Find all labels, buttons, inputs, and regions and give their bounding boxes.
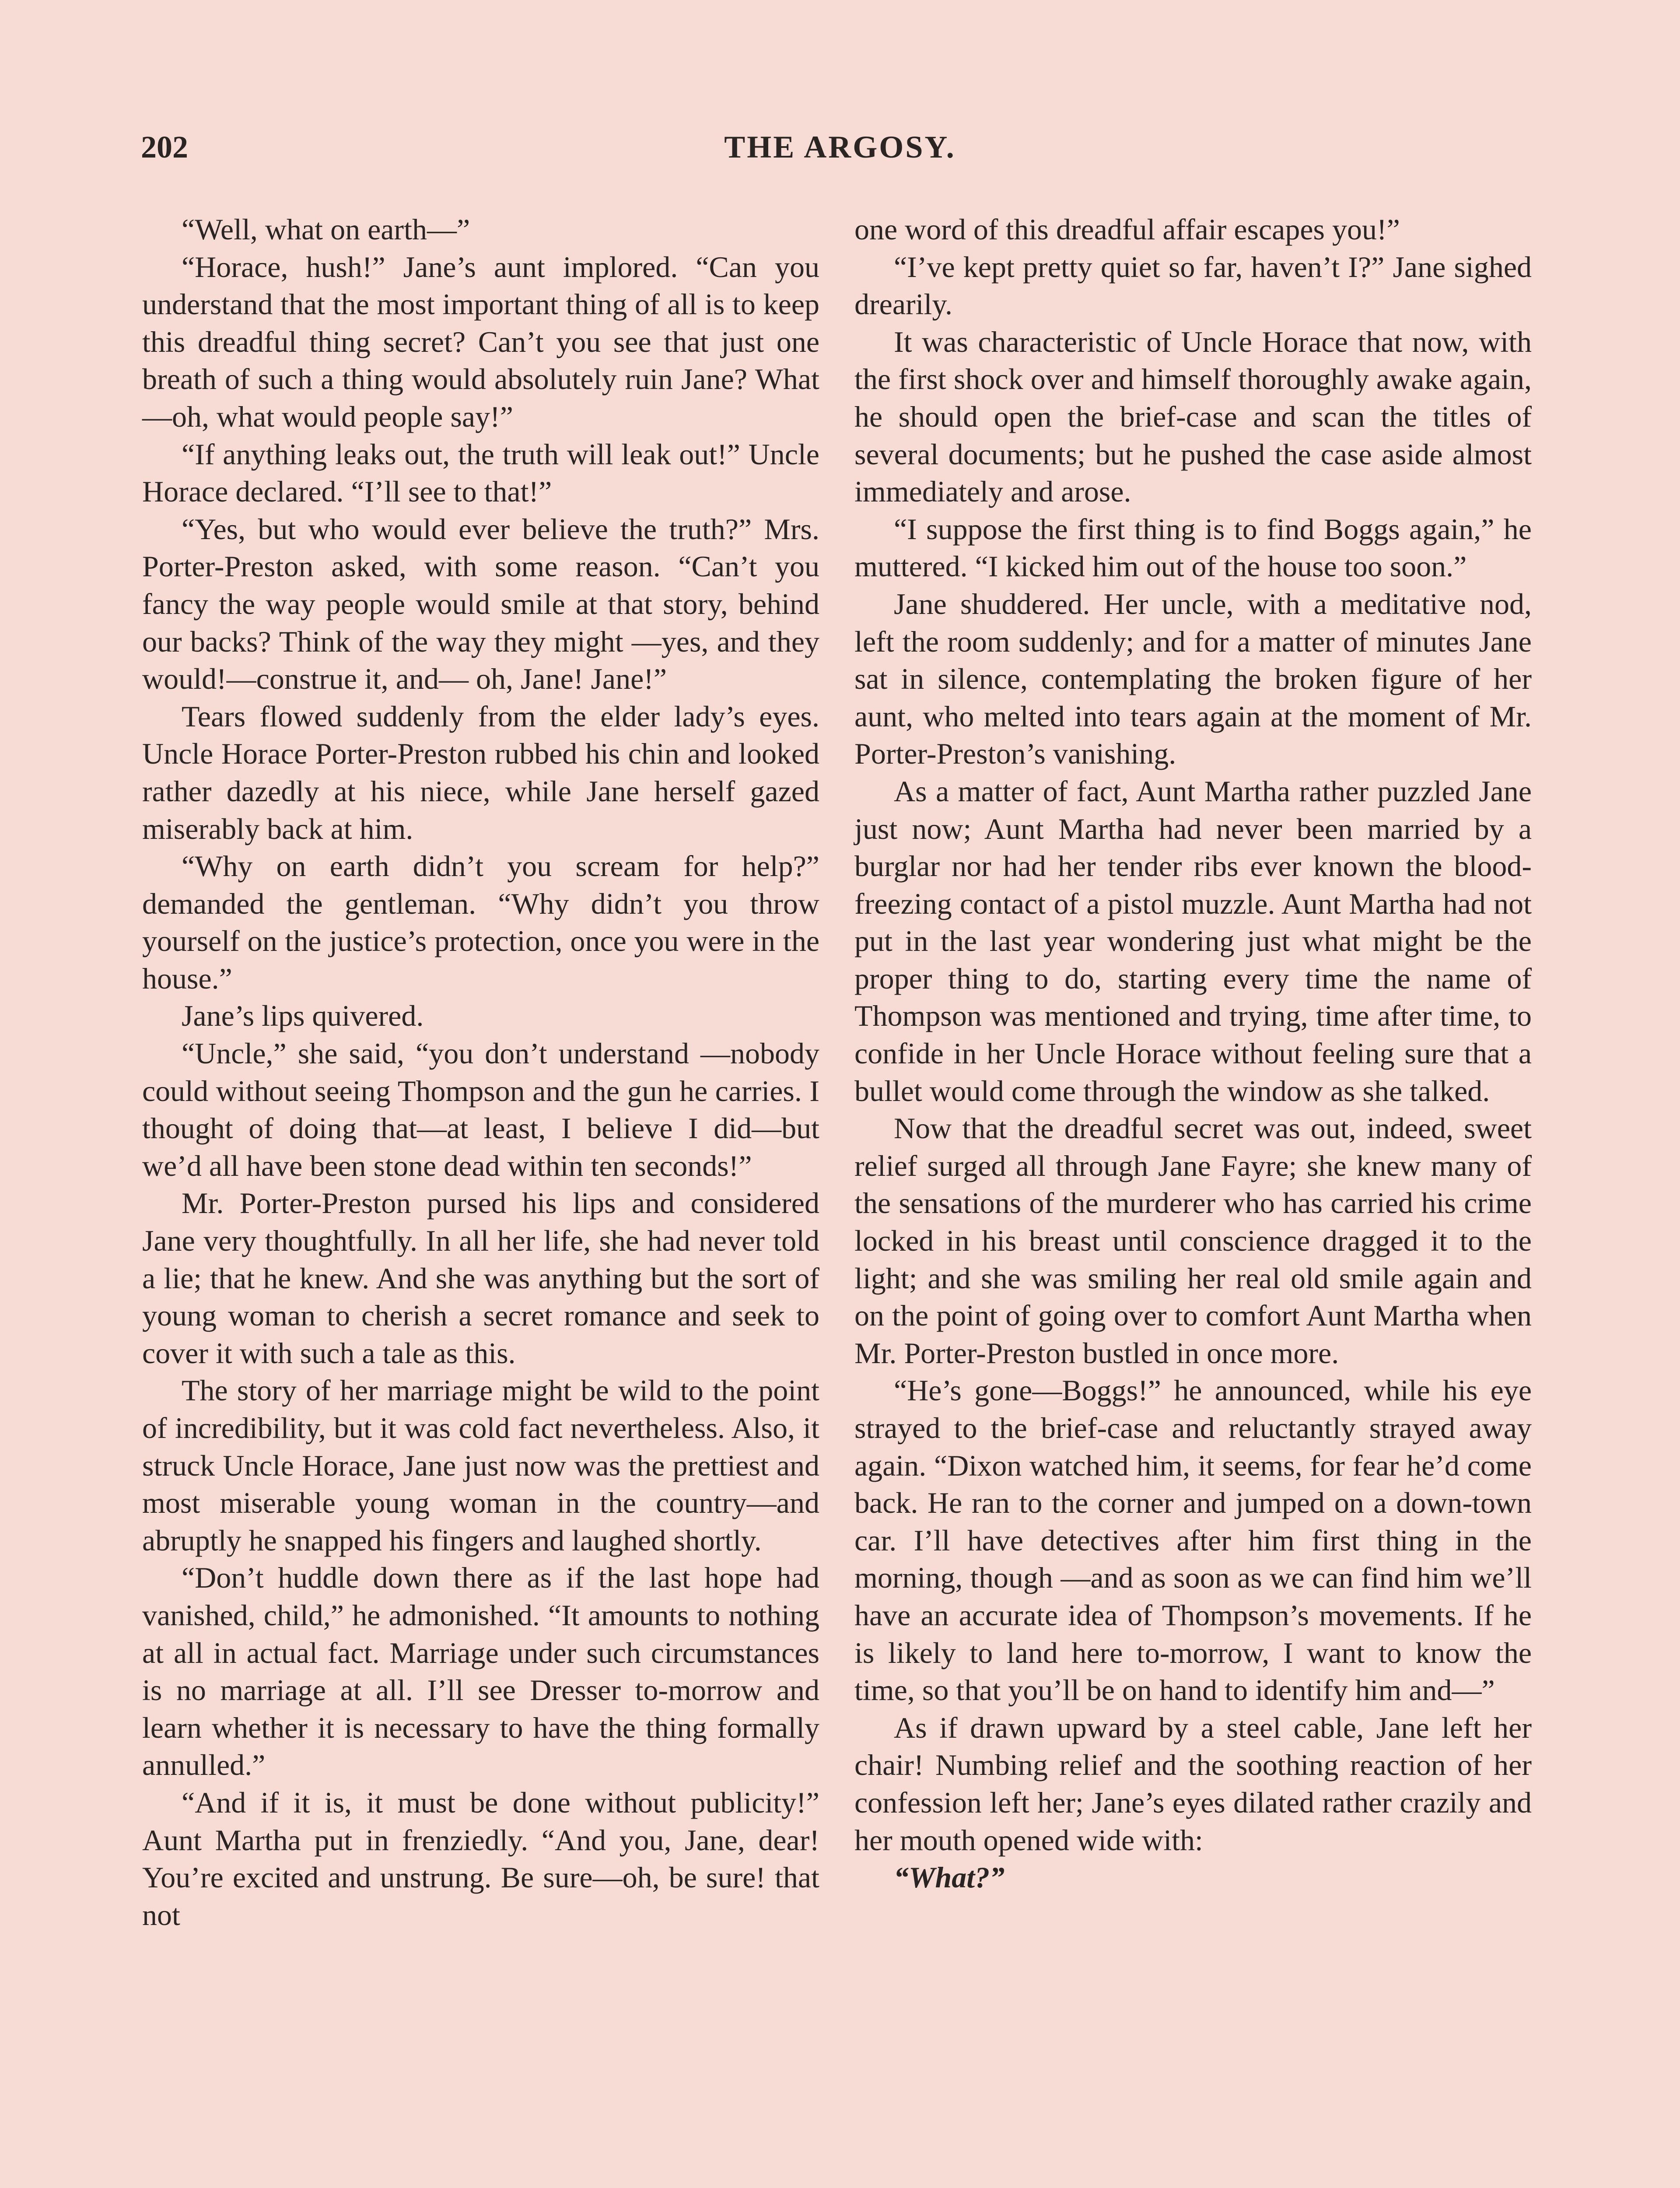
paragraph: The story of her marriage might be wild to the point of incredibility, but it was cold fact nevertheless. Also, it struck Uncle Horace, Jane just now was the prettiest and most miserable young woman in the country—and abruptly he snapped his fingers and laughed shortly. [142,1374,819,1557]
paragraph: Mr. Porter-Preston pursed his lips and considered Jane very thoughtfully. In all her life, she had never told a lie; that he knew. And she was anything but the sort of young woman to cherish a secret romance and seek to cover it with such a tale as this. [142,1186,819,1370]
paragraph: “Well, what on earth—” [182,213,470,246]
paragraph: “Horace, hush!” Jane’s aunt implored. “Can you understand that the most important thing of all is to keep this dreadful thing secret? Can’t you see that just one breath of such a thing would absolutely ruin Jane? What—oh, what would people say!” [142,250,819,433]
paragraph: It was characteristic of Uncle Horace that now, with the first shock over and himself thoroughly awake again, he should open the brief-case and scan the titles of several documents; but he pushed the case aside almost immediately and arose. [854,325,1532,508]
paragraph: “Yes, but who would ever believe the truth?” Mrs. Porter-Preston asked, with some reason. “Can’t you fancy the way people would smile at that story, behind our backs? Think of the way they might —yes, and they would!—construe it, and— oh, Jane! Jane!” [142,512,819,696]
paragraph: “Why on earth didn’t you scream for help?” demanded the gentleman. “Why didn’t you throw yourself on the justice’s protection, once you were in the house.” [142,849,819,995]
right-column [854,211,1532,1897]
paragraph: “And if it is, it must be done without publicity!” Aunt Martha put in frenziedly. “And you, Jane, dear! You’re excited and unstrung. Be sure—oh, be sure! that not [142,1785,819,1932]
left-column [142,211,819,1934]
paragraph: Tears flowed suddenly from the elder lady’s eyes. Uncle Horace Porter-Preston rubbed his chin and looked rather dazedly at his niece, while Jane herself gazed miserably back at him. [142,699,819,845]
paragraph: “I’ve kept pretty quiet so far, haven’t I?” Jane sighed drearily. [854,250,1532,321]
page-number: 202 [141,130,188,165]
paragraph: “I suppose the first thing is to find Boggs again,” he muttered. “I kicked him out of the house too soon.” [854,512,1532,583]
paragraph: “Uncle,” she said, “you don’t understand —nobody could without seeing Thompson and the gun he carries. I thought of doing that—at least, I believe I did—but we’d all have been stone dead within ten seconds!” [142,1037,819,1182]
running-head: THE ARGOSY. [724,130,956,165]
paragraph: “If anything leaks out, the truth will leak out!” Uncle Horace declared. “I’ll see to that!” [142,437,819,508]
paragraph: “Don’t huddle down there as if the last hope had vanished, child,” he admonished. “It amounts to nothing at all in actual fact. Marriage under such circumstances is no marriage at all. I’ll see Dresser to-morrow and learn whether it is necessary to have the thing formally annulled.” [142,1561,819,1782]
paragraph: Jane shuddered. Her uncle, with a meditative nod, left the room suddenly; and for a matter of minutes Jane sat in silence, contemplating the broken figure of her aunt, who melted into tears again at the moment of Mr. Porter-Preston’s vanishing. [854,587,1532,771]
paragraph: Jane’s lips quivered. [182,999,424,1033]
paragraph: As a matter of fact, Aunt Martha rather puzzled Jane just now; Aunt Martha had never been married by a burglar nor had her tender ribs ever known the blood-freezing contact of a pistol muzzle. Aunt Martha had not put in the last year wondering just what might be the proper thing to do, starting every time the name of Thompson was mentioned and trying, time after time, to confide in her Uncle Horace without feeling sure that a bullet would come through the window as she talked. [854,774,1532,1108]
paragraph: “He’s gone—Boggs!” he announced, while his eye strayed to the brief-case and reluctantly strayed away again. “Dixon watched him, it seems, for fear he’d come back. He ran to the corner and jumped on a down-town car. I’ll have detectives after him first thing in the morning, though —and as soon as we can find him we’ll have an accurate idea of Thompson’s movements. If he is likely to land here to-morrow, I want to know the time, so that you’ll be on hand to identify him and—” [854,1374,1532,1707]
paragraph: Now that the dreadful secret was out, indeed, sweet relief surged all through Jane Fayre; she knew many of the sensations of the murderer who has carried his crime locked in his breast until conscience dragged it to the light; and she was smiling her real old smile again and on the point of going over to comfort Aunt Martha when Mr. Porter-Preston bustled in once more. [854,1112,1532,1370]
paragraph: “What?” [894,1861,1005,1894]
paragraph: As if drawn upward by a steel cable, Jane left her chair! Numbing relief and the soothing reaction of her confession left her; Jane’s eyes dilated rather crazily and her mouth opened wide with: [854,1711,1532,1857]
paragraph: one word of this dreadful affair escapes you!” [854,213,1400,246]
